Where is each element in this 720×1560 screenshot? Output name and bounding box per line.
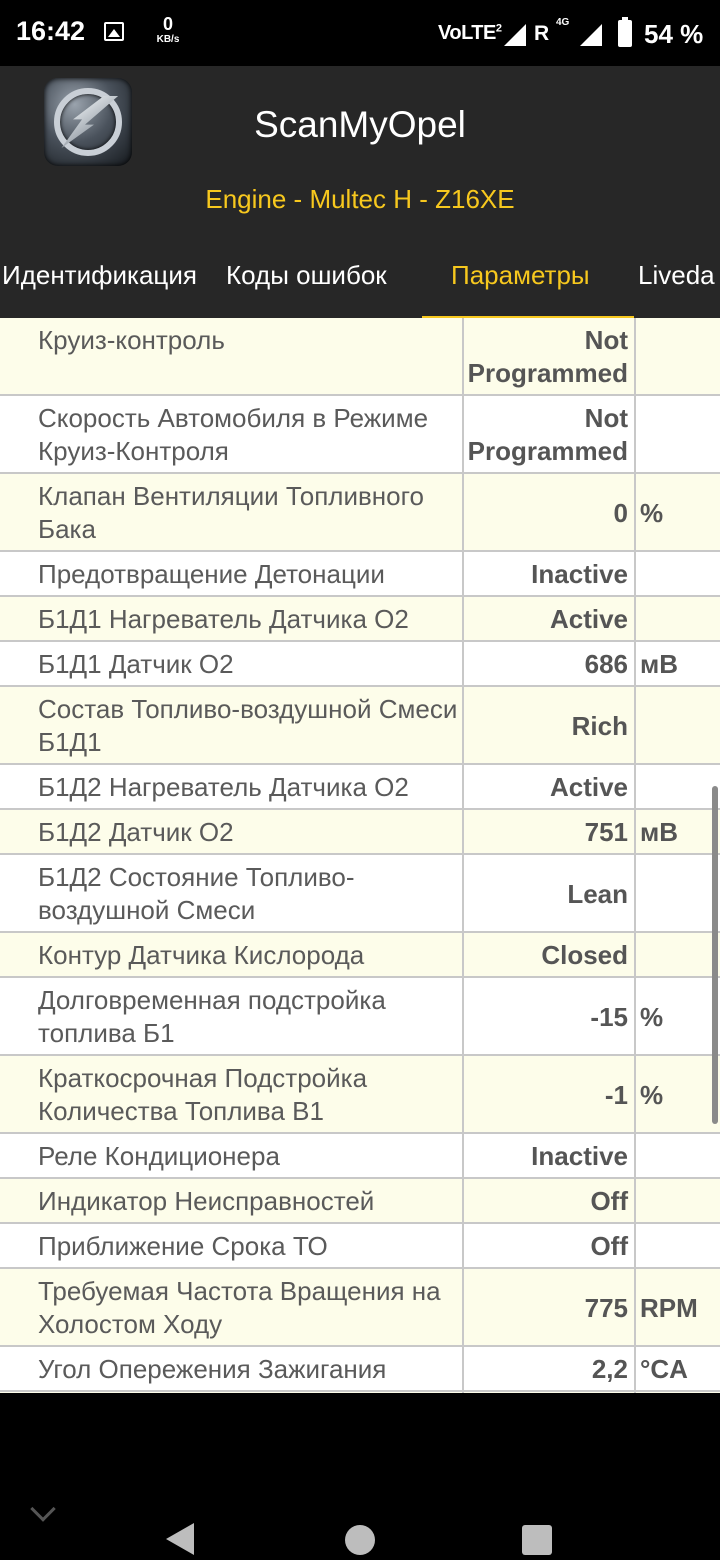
param-name: Индикатор Неисправностей	[0, 1179, 464, 1222]
param-unit: %	[640, 1079, 664, 1110]
param-value: Not Programmed	[464, 318, 636, 394]
param-value: Closed	[464, 933, 636, 976]
param-name: Б1Д1 Нагреватель Датчика О2	[0, 597, 464, 640]
ecu-subtitle: Engine - Multec H - Z16XE	[205, 184, 515, 214]
battery-percent: 54 %	[644, 19, 704, 49]
param-name: Скорость Автомобиля в Режиме Круиз-Контроля	[0, 396, 464, 472]
param-name: Б1Д2 Состояние Топливо-воздушной Смеси	[0, 855, 464, 931]
table-row[interactable]	[0, 810, 720, 855]
param-unit	[636, 687, 720, 763]
table-row[interactable]	[0, 1224, 720, 1269]
battery-icon	[618, 20, 632, 47]
param-value: Off	[464, 1179, 636, 1222]
param-unit: %	[640, 497, 664, 528]
network-speed-unit: KB/s	[156, 34, 180, 45]
param-name: Угол Опережения Зажигания	[0, 1347, 464, 1390]
param-value: Lean	[464, 855, 636, 931]
param-unit: %	[640, 1001, 664, 1032]
app-title-text: ScanMyOpel	[254, 104, 466, 145]
param-value: Not Programmed	[464, 396, 636, 472]
table-row[interactable]	[0, 978, 720, 1056]
param-name: Состав Топливо-воздушной Смеси Б1Д1	[0, 687, 464, 763]
table-row[interactable]	[0, 552, 720, 597]
param-value: Inactive	[464, 552, 636, 595]
param-value: 686	[464, 642, 636, 685]
signal-icon-2	[580, 24, 602, 46]
param-name: Б1Д2 Датчик О2	[0, 810, 464, 853]
table-row[interactable]	[0, 1347, 720, 1392]
network-speed-value: 0	[162, 14, 173, 34]
param-value: Active	[464, 765, 636, 808]
param-name: Предотвращение Детонации	[0, 552, 464, 595]
param-value: Active	[464, 597, 636, 640]
table-row[interactable]	[0, 765, 720, 810]
param-unit: °CA	[640, 1354, 688, 1384]
table-row[interactable]	[0, 1269, 720, 1347]
param-unit: мВ	[640, 649, 679, 679]
param-value: 775	[464, 1269, 636, 1345]
param-name: Краткосрочная Подстройка Количества Топлива В1	[0, 1056, 464, 1132]
table-row[interactable]	[0, 1056, 720, 1134]
param-unit: RPM	[640, 1292, 698, 1323]
param-value: -15	[464, 978, 636, 1054]
app-title	[0, 104, 720, 146]
param-unit	[636, 552, 720, 595]
tab-parameters[interactable]: Параметры	[451, 260, 590, 290]
tab-error-codes[interactable]: Коды ошибок	[226, 260, 387, 290]
param-value: Rich	[464, 687, 636, 763]
table-row[interactable]	[0, 855, 720, 933]
signal-icon	[504, 24, 526, 46]
param-value: -1	[464, 1056, 636, 1132]
gallery-icon	[104, 22, 124, 41]
table-row[interactable]	[0, 642, 720, 687]
param-unit	[636, 933, 720, 976]
param-unit	[636, 318, 720, 394]
table-row[interactable]	[0, 1134, 720, 1179]
param-value: 751	[464, 810, 636, 853]
param-unit	[636, 1179, 720, 1222]
table-row[interactable]	[0, 318, 720, 396]
parameters-table[interactable]	[0, 326, 720, 1393]
param-value: 0	[464, 474, 636, 550]
param-name: Б1Д1 Датчик О2	[0, 642, 464, 685]
table-row[interactable]	[0, 1179, 720, 1224]
table-row[interactable]	[0, 687, 720, 765]
table-row[interactable]	[0, 474, 720, 552]
parameters-list	[0, 318, 720, 1482]
tab-livedata[interactable]: Liveda	[638, 260, 715, 290]
param-name: Круиз-контроль	[0, 318, 464, 394]
status-bar	[0, 0, 720, 66]
param-unit	[636, 765, 720, 808]
volte-sim: 2	[495, 22, 502, 35]
network-speed	[150, 15, 186, 45]
home-icon[interactable]	[345, 1525, 375, 1555]
param-name: Приближение Срока ТО	[0, 1224, 464, 1267]
roaming-indicator: R	[534, 22, 550, 45]
table-row[interactable]	[0, 396, 720, 474]
param-value: 2,2	[464, 1347, 636, 1390]
volte-label: VoLTE	[438, 22, 496, 44]
scrollbar[interactable]	[712, 786, 718, 1124]
status-time: 16:42	[16, 16, 86, 46]
param-unit: мВ	[640, 817, 679, 847]
recent-apps-icon[interactable]	[522, 1525, 552, 1555]
param-value: Inactive	[464, 1134, 636, 1177]
param-unit	[636, 1224, 720, 1267]
param-unit	[636, 396, 720, 472]
network-type: 4G	[556, 17, 570, 28]
back-icon[interactable]	[166, 1523, 194, 1555]
param-name: Б1Д2 Нагреватель Датчика О2	[0, 765, 464, 808]
table-row[interactable]	[0, 597, 720, 642]
tab-identification[interactable]: Идентификация	[2, 260, 197, 290]
param-name: Долговременная подстройка топлива Б1	[0, 978, 464, 1054]
table-row[interactable]	[0, 933, 720, 978]
param-name: Требуемая Частота Вращения на Холостом Ходу	[0, 1269, 464, 1345]
param-unit	[636, 1134, 720, 1177]
param-value: Off	[464, 1224, 636, 1267]
param-unit	[636, 855, 720, 931]
param-unit	[636, 597, 720, 640]
param-name: Клапан Вентиляции Топливного Бака	[0, 474, 464, 550]
volte-indicator	[438, 22, 502, 45]
param-name: Контур Датчика Кислорода	[0, 933, 464, 976]
param-name: Реле Кондиционера	[0, 1134, 464, 1177]
